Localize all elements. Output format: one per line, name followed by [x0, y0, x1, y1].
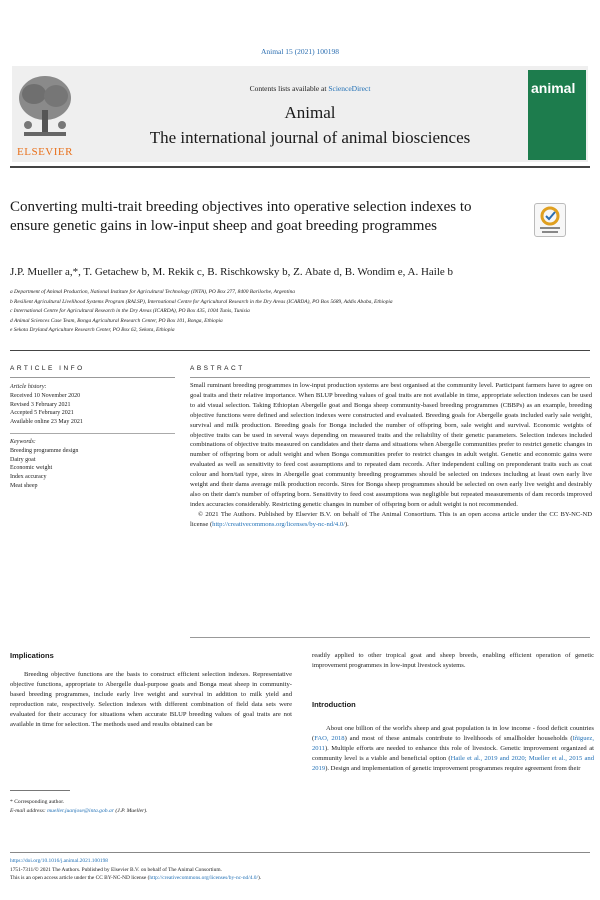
divider — [190, 637, 590, 638]
keyword: Dairy goat — [10, 456, 36, 463]
abstract-body — [190, 381, 592, 530]
contents-available — [140, 84, 480, 93]
keyword: Index accuracy — [10, 474, 47, 481]
keyword: Economic weight — [10, 465, 53, 472]
check-for-updates-icon[interactable] — [534, 203, 566, 237]
email-link[interactable]: mueller.juanjose@inta.gob.ar — [47, 808, 114, 814]
copyright-text: © 2021 The Authors. Published by Elsevier B.V. on behalf of The Animal Consortium. This is an open access article under the CC BY-NC-ND license ( — [190, 510, 592, 528]
doi-block — [10, 857, 595, 883]
corresponding-author-footnote — [10, 798, 300, 816]
issn-line: 1751-7311/© 2021 The Authors. Published by Elsevier B.V. on behalf of The Animal Consortium. — [10, 866, 222, 873]
publisher-name: ELSEVIER — [17, 146, 73, 158]
footnote-rule — [10, 790, 70, 791]
divider — [10, 350, 590, 351]
abstract-heading: ABSTRACT — [190, 365, 245, 372]
article-info — [10, 383, 175, 491]
divider — [10, 433, 175, 434]
open-access-license-link[interactable]: http://creativecommons.org/licenses/by-nc-nd/4.0/ — [149, 875, 258, 881]
history-item: Revised 3 February 2021 — [10, 401, 71, 408]
introduction-heading: Introduction — [312, 700, 356, 709]
history-item: Received 10 November 2020 — [10, 392, 81, 399]
affiliation: b Resilient Agricultural Livelihood Systems Program (RALSP), International Centre for Agricultural Research in the Dry Areas (ICARDA), PO Box 5689, Addis Ababa, Ethiopia — [10, 298, 393, 305]
header-rule — [10, 166, 590, 168]
article-info-heading: ARTICLE INFO — [10, 365, 85, 372]
citation-link[interactable]: Haile et al., 2019 and 2020; Mueller et al., 2015 and 2019 — [312, 754, 594, 772]
elsevier-tree-logo — [14, 70, 76, 144]
keywords-label: Keywords: — [10, 438, 36, 445]
email-line — [10, 807, 300, 816]
article-title: Converting multi-trait breeding objectives into operative selection indexes to ensure genetic gains in low-input sheep and goat breeding programmes — [10, 199, 472, 234]
affiliations — [10, 288, 595, 336]
intro-text: ) and most of these animals contribute to livelihoods of smallholder households ( — [344, 734, 573, 742]
open-access-suffix: ). — [257, 875, 262, 881]
keyword: Meat sheep — [10, 482, 38, 489]
journal-cover-word: animal — [531, 80, 576, 96]
copyright-line — [190, 510, 592, 530]
history-item: Available online 23 May 2021 — [10, 419, 83, 426]
sciencedirect-link[interactable]: ScienceDirect — [328, 84, 371, 93]
journal-name: Animal — [284, 103, 336, 122]
affiliation: e Sekota Dryland Agriculture Research Center, PO Box 62, Sekota, Ethiopia — [10, 327, 175, 333]
divider — [190, 377, 590, 378]
affiliation: a Department of Animal Production, National Institute for Agricultural Technology (INTA), PO Box 277, 8400 Bariloche, Argentina — [10, 289, 295, 295]
open-access-text: This is an open access article under the CC BY-NC-ND license ( — [10, 875, 150, 881]
implications-text: Breeding objective functions are the basis to construct efficient selection indexes. Representative objective functions, appropriate to Abergelle dual-purpose goats and Bonga meat sheep in community-based breeding programmes, include early live weight and survival in addition to milk yield and reproduction rate, respectively. Selection indexes with different combination of field data sets were evaluated for their accuracy for situations when accurate BLUP breeding values of goal traits are not available in time for selection. The methods used and results obtained can be — [10, 671, 292, 728]
intro-text: ). Design and implementation of genetic improvement programmes require agreement from their — [325, 764, 581, 772]
journal-subtitle: The international journal of animal biosciences — [149, 128, 471, 147]
copyright-suffix: ). — [344, 520, 349, 528]
abstract-text: Small ruminant breeding programmes in low-input production systems are best organised at the community level. Participant farmers have to agree on goal traits and their relative importance. When BLUP breeding values of goal traits are not available in time, appropriate selection indexes can be used to aid visual selection. Taking Ethiopian Abergelle goat and Bonga sheep community-based breeding programmes (CBBPs) as an example, breeding objective functions were defined and selection indexes were constructed and evaluated. Breeding goals for Abergelle goats included early sale weight, survival and milk production. Breeding goals for Bonga included the number of offspring born, sale weight and survival. Economic weights of objective traits can be used in several ways depending on measured traits and the reliability of their genetic parameters. Selection indexes included combinations of objective traits measured on candidates and their dams and situations when Abergelle communities prefer to restrict genetic changes in number of offspring born or adult weight and when Bonga communities prefer to restrict changes in adult weight. Genetic and economic gains were evaluated as well as sensitivity to feed cost assumptions and to repeated dam records. After independent culling on preponderant traits such as coat colour and horn/tail type, sires in Abergelle goat community breeding programmes should be selected on indexes including at least own early live weight and their dams average milk production records. Sires for Bonga sheep programmes should be selected on own early live weight and desirably also on their dam's number of offspring born. Sensitivity to feed cost assumptions was negligible but repeated measurements of dam records improved index accuracies considerably. Restricting genetic changes in number of offspring born or adult weight is not recommended. — [190, 382, 592, 508]
implications-continuation: readily applied to other tropical goat and sheep breeds, enabling efficient operation of genetic improvement programmes in low-input livestock systems. — [312, 652, 594, 669]
divider — [10, 377, 175, 378]
affiliation: d Animal Sciences Case Team, Bonga Agricultural Research Center, PO Box 101, Bonga, Ethiopia — [10, 317, 223, 324]
affiliation: c International Centre for Agricultural Research in the Dry Areas (ICARDA), PO Box 435, 1004 Tunis, Tunisia — [10, 308, 250, 314]
divider — [10, 852, 590, 853]
implications-heading: Implications — [10, 651, 54, 660]
history-item: Accepted 5 February 2021 — [10, 410, 74, 417]
corresponding-label: * Corresponding author. — [10, 799, 65, 805]
email-suffix: (J.P. Mueller). — [113, 808, 148, 814]
open-access-line — [10, 874, 595, 883]
introduction-text — [312, 724, 594, 774]
citation-link[interactable]: FAO, 2018 — [314, 734, 345, 742]
intro-text: ). Multiple efforts are needed to enhance this role of livestock. Genetic improvement organized at community level is a viable and beneficial option ( — [312, 744, 594, 762]
author-list: J.P. Mueller a,*, T. Getachew b, M. Rekik c, B. Rischkowsky b, Z. Abate d, B. Wondim e, A. Haile b — [10, 266, 454, 278]
keyword: Breeding programme design — [10, 447, 79, 454]
intro-text: About one billion of the world's sheep and goat population is in low income - food deficit countries ( — [312, 725, 594, 742]
email-label: E-mail address: — [10, 808, 48, 814]
journal-reference[interactable]: Animal 15 (2021) 100198 — [260, 47, 340, 56]
history-label: Article history: — [10, 384, 47, 390]
citation-link[interactable]: Iñiguez, 2011 — [312, 734, 594, 752]
contents-prefix: Contents lists available at — [249, 84, 329, 93]
license-link[interactable]: http://creativecommons.org/licenses/by-nc-nd/4.0/ — [212, 520, 345, 528]
doi-link[interactable]: https://doi.org/10.1016/j.animal.2021.100198 — [10, 858, 108, 864]
